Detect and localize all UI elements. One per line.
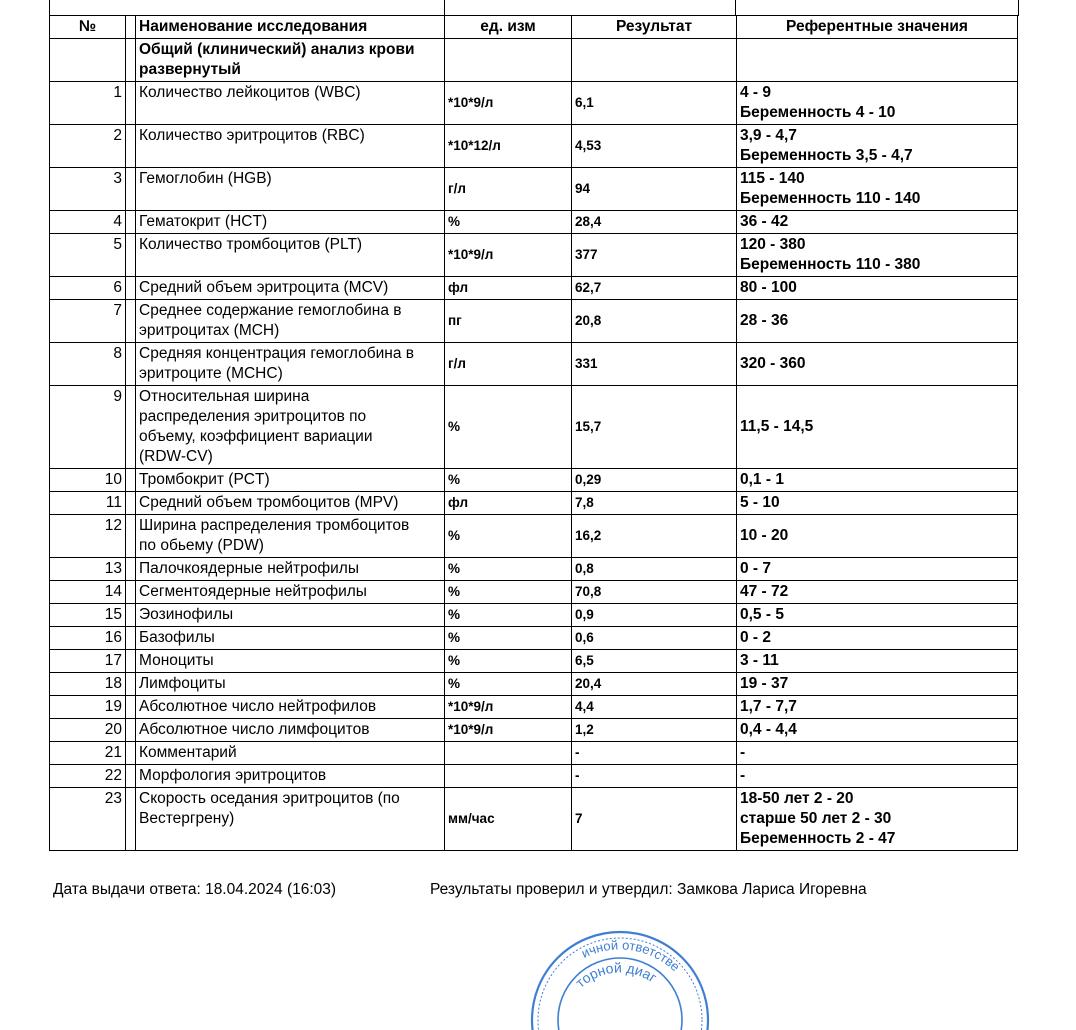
row-number: 3	[50, 168, 126, 211]
test-name-line: Среднее содержание гемоглобина в	[139, 302, 402, 319]
row-gap	[126, 82, 136, 125]
reference-line: 28 - 36	[740, 312, 789, 329]
reference-line: 0,1 - 1	[740, 471, 784, 488]
row-number: 9	[50, 386, 126, 469]
row-gap	[126, 673, 136, 696]
reference-range	[737, 469, 1018, 492]
reference-range	[737, 742, 1018, 765]
test-name-line: Вестергрену)	[139, 810, 235, 827]
test-name	[136, 765, 445, 788]
test-result: 94	[572, 168, 737, 211]
test-name	[136, 343, 445, 386]
test-name	[136, 211, 445, 234]
test-name-line: по обьему (PDW)	[139, 537, 264, 554]
row-number: 22	[50, 765, 126, 788]
row-gap	[126, 234, 136, 277]
test-name-line: эритроцитах (MCH)	[139, 322, 280, 339]
table-header-row	[50, 16, 1018, 39]
row-number: 21	[50, 742, 126, 765]
reference-range	[737, 492, 1018, 515]
row-number: 2	[50, 125, 126, 168]
header-result: Результат	[572, 16, 737, 39]
table-row	[50, 211, 1018, 234]
row-number: 4	[50, 211, 126, 234]
test-name	[136, 469, 445, 492]
table-row	[50, 492, 1018, 515]
test-result: 6,1	[572, 82, 737, 125]
test-name-line: Скорость оседания эритроцитов (по	[139, 790, 400, 807]
test-name-line: Количество эритроцитов (RBC)	[139, 127, 365, 144]
row-number: 12	[50, 515, 126, 558]
stamp-text-outer: ичной ответстве	[578, 937, 683, 975]
test-result: 0,9	[572, 604, 737, 627]
table-row	[50, 581, 1018, 604]
reference-range	[737, 558, 1018, 581]
test-unit: %	[445, 469, 572, 492]
test-result: 20,4	[572, 673, 737, 696]
test-name	[136, 696, 445, 719]
test-name-line: Относительная ширина	[139, 388, 310, 405]
reference-line: 11,5 - 14,5	[740, 418, 814, 435]
test-name-line: Эозинофилы	[139, 606, 234, 623]
test-name-line: Тромбокрит (PCT)	[139, 471, 270, 488]
row-number: 13	[50, 558, 126, 581]
test-name-line: Сегментоядерные нейтрофилы	[139, 583, 367, 600]
test-unit	[445, 742, 572, 765]
test-name-line: Гемоглобин (HGB)	[139, 170, 272, 187]
test-name	[136, 742, 445, 765]
reference-range	[737, 673, 1018, 696]
header-unit: ед. изм	[445, 16, 572, 39]
row-number: 20	[50, 719, 126, 742]
test-unit: %	[445, 386, 572, 469]
test-name-line: Моноциты	[139, 652, 214, 669]
test-unit: %	[445, 515, 572, 558]
reference-line: 4 - 9	[740, 84, 772, 101]
row-number: 7	[50, 300, 126, 343]
reference-range	[737, 343, 1018, 386]
table-row	[50, 604, 1018, 627]
test-unit: %	[445, 673, 572, 696]
test-name	[136, 300, 445, 343]
row-number: 14	[50, 581, 126, 604]
row-gap	[126, 650, 136, 673]
table-row	[50, 742, 1018, 765]
reference-line: Беременность 4 - 10	[740, 104, 896, 121]
test-result: 7,8	[572, 492, 737, 515]
test-name-line: Абсолютное число лимфоцитов	[139, 721, 370, 738]
stamp-text-inner: торной диаг	[572, 959, 660, 991]
row-number: 16	[50, 627, 126, 650]
row-gap	[126, 125, 136, 168]
table-row	[50, 788, 1018, 851]
reference-line: 47 - 72	[740, 583, 789, 600]
test-unit: %	[445, 650, 572, 673]
row-number: 19	[50, 696, 126, 719]
test-result: 377	[572, 234, 737, 277]
reference-range	[737, 234, 1018, 277]
row-gap	[126, 696, 136, 719]
table-row	[50, 277, 1018, 300]
row-gap	[126, 515, 136, 558]
test-unit: %	[445, 604, 572, 627]
test-name	[136, 719, 445, 742]
reference-line: старше 50 лет 2 - 30	[740, 810, 892, 827]
table-row	[50, 765, 1018, 788]
row-number: 11	[50, 492, 126, 515]
row-gap	[126, 765, 136, 788]
reference-line: 36 - 42	[740, 213, 789, 230]
row-gap	[126, 168, 136, 211]
test-result: 15,7	[572, 386, 737, 469]
reference-line: -	[740, 744, 746, 761]
test-result: 1,2	[572, 719, 737, 742]
test-unit: %	[445, 558, 572, 581]
row-number: 10	[50, 469, 126, 492]
test-name	[136, 125, 445, 168]
previous-table-fragment	[49, 0, 1019, 16]
reference-line: Беременность 110 - 380	[740, 256, 921, 273]
test-unit: фл	[445, 492, 572, 515]
row-gap	[126, 742, 136, 765]
table-row	[50, 650, 1018, 673]
test-result: 20,8	[572, 300, 737, 343]
table-row	[50, 125, 1018, 168]
test-name	[136, 581, 445, 604]
header-gap	[126, 16, 136, 39]
reference-range	[737, 211, 1018, 234]
reference-range	[737, 581, 1018, 604]
reference-line: 0,4 - 4,4	[740, 721, 797, 738]
reference-line: 5 - 10	[740, 494, 780, 511]
test-unit: фл	[445, 277, 572, 300]
test-unit: *10*9/л	[445, 82, 572, 125]
reference-range	[737, 788, 1018, 851]
test-name-line: Количество лейкоцитов (WBC)	[139, 84, 361, 101]
row-number: 15	[50, 604, 126, 627]
reference-line: Беременность 110 - 140	[740, 190, 921, 207]
test-name	[136, 277, 445, 300]
test-unit: *10*9/л	[445, 696, 572, 719]
verified-by: Результаты проверил и утвердил: Замкова Лариса Игоревна	[430, 881, 867, 898]
reference-range	[737, 719, 1018, 742]
reference-line: 19 - 37	[740, 675, 789, 692]
test-unit: пг	[445, 300, 572, 343]
reference-range	[737, 696, 1018, 719]
section-title-row	[50, 39, 1018, 82]
row-number: 18	[50, 673, 126, 696]
test-name-line: Лимфоциты	[139, 675, 226, 692]
reference-range	[737, 386, 1018, 469]
test-unit: %	[445, 211, 572, 234]
test-name-line: Ширина распределения тромбоцитов	[139, 517, 410, 534]
row-gap	[126, 581, 136, 604]
test-name-line: Средний объем эритроцита (MCV)	[139, 279, 389, 296]
row-gap	[126, 211, 136, 234]
test-name	[136, 168, 445, 211]
test-result: 0,29	[572, 469, 737, 492]
test-name	[136, 604, 445, 627]
test-name	[136, 386, 445, 469]
table-row	[50, 627, 1018, 650]
test-result: 6,5	[572, 650, 737, 673]
previous-table-divider	[735, 0, 736, 16]
table-row	[50, 168, 1018, 211]
table-row	[50, 343, 1018, 386]
header-number: №	[50, 16, 126, 39]
round-stamp	[525, 920, 715, 1030]
test-name-line: Гематокрит (HCT)	[139, 213, 268, 230]
reference-range	[737, 125, 1018, 168]
table-row	[50, 386, 1018, 469]
reference-line: 0 - 7	[740, 560, 772, 577]
test-result: 331	[572, 343, 737, 386]
table-row	[50, 673, 1018, 696]
row-gap	[126, 277, 136, 300]
row-gap	[126, 300, 136, 343]
reference-range	[737, 300, 1018, 343]
row-gap	[126, 469, 136, 492]
test-result: 4,53	[572, 125, 737, 168]
test-name	[136, 492, 445, 515]
reference-line: 320 - 360	[740, 355, 806, 372]
test-name-line: Палочкоядерные нейтрофилы	[139, 560, 359, 577]
test-unit: *10*12/л	[445, 125, 572, 168]
row-gap	[126, 558, 136, 581]
test-name	[136, 558, 445, 581]
test-name-line: распределения эритроцитов по	[139, 408, 367, 425]
reference-line: 80 - 100	[740, 279, 797, 296]
reference-line: 18-50 лет 2 - 20	[740, 790, 854, 807]
test-result: 16,2	[572, 515, 737, 558]
test-name	[136, 82, 445, 125]
test-name-line: Абсолютное число нейтрофилов	[139, 698, 377, 715]
test-result: -	[572, 765, 737, 788]
row-number: 1	[50, 82, 126, 125]
table-row	[50, 300, 1018, 343]
test-result: 0,8	[572, 558, 737, 581]
reference-line: Беременность 2 - 47	[740, 830, 896, 847]
row-number: 23	[50, 788, 126, 851]
header-test-name: Наименование исследования	[136, 16, 445, 39]
test-name	[136, 788, 445, 851]
test-unit: г/л	[445, 343, 572, 386]
reference-range	[737, 765, 1018, 788]
reference-line: -	[740, 767, 746, 784]
table-row	[50, 558, 1018, 581]
test-name-line: Базофилы	[139, 629, 215, 646]
test-name-line: Комментарий	[139, 744, 237, 761]
test-unit	[445, 765, 572, 788]
test-unit: %	[445, 627, 572, 650]
test-name	[136, 650, 445, 673]
reference-line: 3,9 - 4,7	[740, 127, 797, 144]
row-gap	[126, 492, 136, 515]
test-result: 0,6	[572, 627, 737, 650]
row-number: 17	[50, 650, 126, 673]
test-result: 4,4	[572, 696, 737, 719]
test-name	[136, 673, 445, 696]
section-title-line: Общий (клинический) анализ крови	[139, 41, 415, 58]
previous-table-divider	[444, 0, 445, 16]
reference-range	[737, 604, 1018, 627]
reference-line: 10 - 20	[740, 527, 789, 544]
reference-line: Беременность 3,5 - 4,7	[740, 147, 913, 164]
row-gap	[126, 627, 136, 650]
test-name-line: Количество тромбоцитов (PLT)	[139, 236, 363, 253]
reference-line: 120 - 380	[740, 236, 806, 253]
test-name-line: (RDW-CV)	[139, 448, 213, 465]
reference-range	[737, 515, 1018, 558]
row-gap	[126, 719, 136, 742]
reference-line: 1,7 - 7,7	[740, 698, 797, 715]
test-unit: г/л	[445, 168, 572, 211]
test-result: 70,8	[572, 581, 737, 604]
table-row	[50, 234, 1018, 277]
section-title-line: развернутый	[139, 61, 241, 78]
issue-date: Дата выдачи ответа: 18.04.2024 (16:03)	[53, 881, 337, 898]
reference-line: 0 - 2	[740, 629, 772, 646]
test-unit: *10*9/л	[445, 719, 572, 742]
test-result: 28,4	[572, 211, 737, 234]
test-unit: мм/час	[445, 788, 572, 851]
test-name	[136, 234, 445, 277]
table-row	[50, 719, 1018, 742]
row-number: 6	[50, 277, 126, 300]
reference-range	[737, 627, 1018, 650]
test-name-line: эритроците (MCHC)	[139, 365, 283, 382]
test-name-line: Средний объем тромбоцитов (MPV)	[139, 494, 399, 511]
test-name	[136, 515, 445, 558]
reference-line: 3 - 11	[740, 652, 779, 669]
row-gap	[126, 788, 136, 851]
test-name	[136, 627, 445, 650]
row-gap	[126, 604, 136, 627]
test-name-line: объему, коэффициент вариации	[139, 428, 373, 445]
reference-range	[737, 650, 1018, 673]
reference-line: 115 - 140	[740, 170, 805, 187]
section-title	[136, 39, 445, 82]
row-number: 8	[50, 343, 126, 386]
header-reference: Референтные значения	[737, 16, 1018, 39]
table-row	[50, 696, 1018, 719]
blood-test-table	[49, 15, 1018, 851]
reference-line: 0,5 - 5	[740, 606, 784, 623]
test-name-line: Средняя концентрация гемоглобина в	[139, 345, 415, 362]
test-unit: *10*9/л	[445, 234, 572, 277]
table-row	[50, 82, 1018, 125]
row-number: 5	[50, 234, 126, 277]
test-name-line: Морфология эритроцитов	[139, 767, 327, 784]
test-unit: %	[445, 581, 572, 604]
test-result: 62,7	[572, 277, 737, 300]
table-row	[50, 469, 1018, 492]
test-result: -	[572, 742, 737, 765]
reference-range	[737, 277, 1018, 300]
test-result: 7	[572, 788, 737, 851]
reference-range	[737, 82, 1018, 125]
row-gap	[126, 386, 136, 469]
reference-range	[737, 168, 1018, 211]
row-gap	[126, 343, 136, 386]
table-row	[50, 515, 1018, 558]
